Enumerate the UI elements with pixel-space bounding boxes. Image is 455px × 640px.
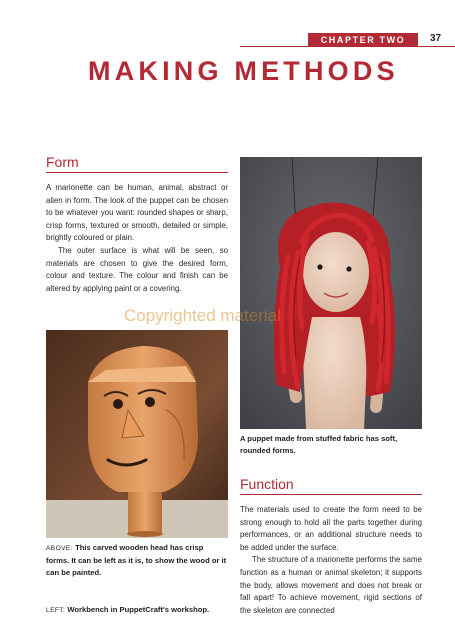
function-paragraph-1: The materials used to create the form need to be strong enough to hold all the parts together during performances, or an additional structure needs to be added under the surface. (240, 505, 422, 552)
fabric-puppet-photo (240, 157, 422, 429)
header-rule (240, 46, 455, 47)
form-heading: Form (46, 154, 79, 170)
page-title: MAKING METHODS (88, 56, 399, 86)
form-paragraph-1: A marionette can be human, animal, abstract or alien in form. The look of the puppet can be chosen to be whatever you want: rounded shapes or sharp, crisp forms, textured or smooth, detailed or simple, brightly coloured or plain. (46, 183, 228, 243)
wooden-head-caption (46, 542, 228, 579)
form-heading-rule (46, 172, 228, 173)
function-paragraph-2: The structure of a marionette performs the same function as a human or animal skeleton; it supports the body, allows movement and does not break or fall apart! To achieve movement, rigid sections of the skeleton are connected (240, 555, 422, 615)
chapter-label-text: CHAPTER TWO (320, 35, 406, 45)
function-heading: Function (240, 476, 294, 492)
form-paragraph-2: The outer surface is what will be seen, so materials are chosen to give the desired form, colour and texture. The colour and finish can be altered by applying paint or a covering. (46, 245, 228, 293)
copyright-watermark: Copyrighted material (124, 306, 281, 325)
caption-label-above: ABOVE: (46, 545, 73, 552)
wooden-head-photo (46, 330, 228, 538)
fabric-puppet-caption: A puppet made from stuffed fabric has soft, rounded forms. (240, 434, 398, 455)
chapter-label (308, 33, 418, 47)
function-heading-rule (240, 494, 422, 495)
function-body (240, 504, 422, 619)
caption-text-left: Workbench in PuppetCraft's workshop. (67, 605, 210, 614)
caption-label-left: LEFT: (46, 607, 66, 614)
workbench-caption (46, 604, 228, 617)
page-number: 37 (430, 33, 442, 44)
caption-text-above: This carved wooden head has crisp forms. It can be left as it is, to show the wood or it can be painted. (46, 543, 227, 577)
form-body (46, 182, 228, 295)
